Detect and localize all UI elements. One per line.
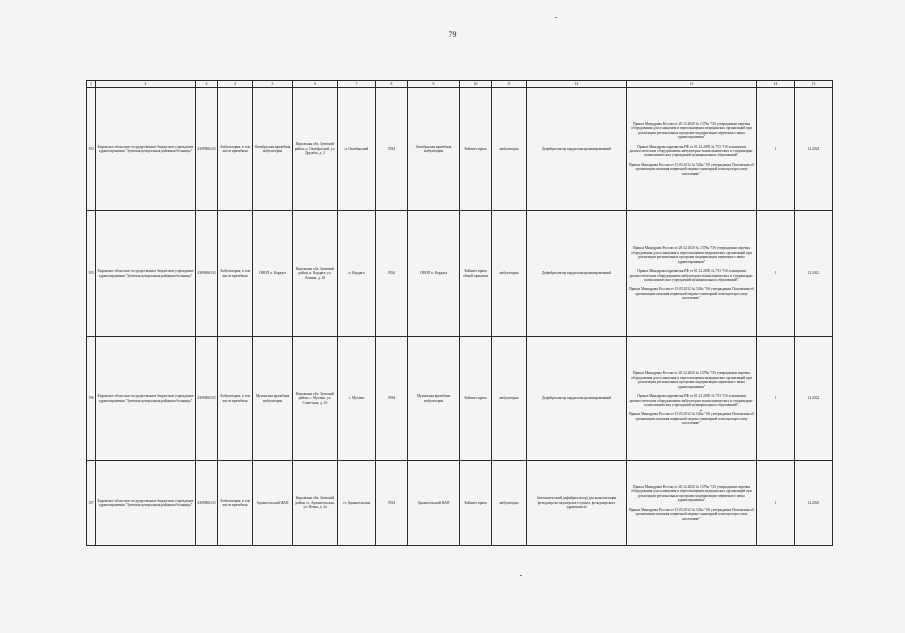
regulatory-basis-cell	[627, 337, 757, 461]
address-cell: Кировская обл, Зуевский район, п. Октябрьский, ул. Дружбы, д. 2	[293, 88, 338, 211]
structural-unit-cell: ОВОП п. Кордяга	[253, 211, 293, 337]
regulatory-basis-cell	[627, 461, 757, 546]
locality-cell: ст. Архангельская	[338, 461, 376, 546]
regulatory-basis-cell	[627, 211, 757, 337]
column-number-14: 14	[757, 81, 795, 88]
table-row	[87, 88, 833, 211]
regulation-entry: Приказ Минздравсоцразвития РФ от 01.12.2005 № 753 "Об оснащении диагностическим оборудованием амбулаторно-поликлинических и стационарно-поликлинических учреждений муниципальных образований".	[629, 269, 754, 282]
row-number-cell: 196	[87, 337, 96, 461]
row-number-cell: 195	[87, 211, 96, 337]
planned-date-cell: 12.2024	[795, 88, 833, 211]
structural-unit-cell: Архангельский ФАП	[253, 461, 293, 546]
table-row	[87, 337, 833, 461]
facility-name-cell: ОВОП п. Кордяга	[408, 211, 460, 337]
regulation-entry: Приказ Минздрава России от 15.05.2012 № 543н "Об утверждении Положения об организации оказания первичной медико-санитарной помощи взрослому населению"	[629, 162, 754, 176]
equipment-name-cell: Автоматический дефибриллятор (для комплектации фельдшерско-акушерского пункта, фельдшерского здравпункта)	[527, 461, 627, 546]
inn-code-cell: 4309006333	[196, 88, 218, 211]
address-cell: Кировская обл, Зуевский район, п. Кордяга, ул. Ленина, д. 20	[293, 211, 338, 337]
facility-type-cell: Амбулатория, в том числе врачебная	[218, 461, 253, 546]
row-number-cell: 197	[87, 461, 96, 546]
equipment-name-cell: Дефибриллятор кардиосинхронизированный	[527, 88, 627, 211]
room-name-cell: Кабинет врача	[460, 461, 492, 546]
inn-code-cell: 4309006333	[196, 211, 218, 337]
column-number-7: 7	[338, 81, 376, 88]
column-number-11: 11	[492, 81, 527, 88]
locality-cell: п. Кордяга	[338, 211, 376, 337]
facility-type-cell: Амбулатория, в том числе врачебная	[218, 88, 253, 211]
oktmo-code-cell: 9534	[376, 88, 408, 211]
row-number-cell: 194	[87, 88, 96, 211]
scan-speck	[555, 17, 557, 18]
facility-type-cell: Амбулатория, в том числе врачебная	[218, 211, 253, 337]
column-number-6: 6	[293, 81, 338, 88]
regulation-entry: Приказ Минздрава России от 15.05.2012 № 543н "Об утверждении Положения об организации оказания первичной медико-санитарной помощи взрослому населению"	[629, 287, 754, 301]
oktmo-code-cell: 9534	[376, 461, 408, 546]
oktmo-code-cell: 9534	[376, 211, 408, 337]
locality-cell: п. Октябрьский	[338, 88, 376, 211]
room-name-cell: Кабинет врача	[460, 337, 492, 461]
facility-name-cell: Октябрьская врачебная амбулатория	[408, 88, 460, 211]
table-row	[87, 211, 833, 337]
regulation-entry: Приказ Минздравсоцразвития РФ от 01.12.2005 № 753 "Об оснащении диагностическим оборудованием амбулаторно-поликлинических и стационарно-поликлинических учреждений муниципальных образований".	[629, 394, 754, 407]
structural-unit-cell: Мухинская врачебная амбулатория	[253, 337, 293, 461]
quantity-cell: 1	[757, 88, 795, 211]
care-profile-cell: амбулаторно	[492, 88, 527, 211]
organization-name-cell: Кировское областное государственное бюджетное учреждение здравоохранения "Зуевская центральная районная больница"	[96, 88, 196, 211]
equipment-name-cell: Дефибриллятор кардиосинхронизированный	[527, 211, 627, 337]
scan-speck	[700, 410, 702, 411]
organization-name-cell: Кировское областное государственное бюджетное учреждение здравоохранения "Зуевская центральная районная больница"	[96, 337, 196, 461]
scan-speck	[520, 575, 522, 576]
facility-name-cell: Архангельский ФАП	[408, 461, 460, 546]
column-number-5: 5	[253, 81, 293, 88]
quantity-cell: 1	[757, 337, 795, 461]
column-number-8: 8	[376, 81, 408, 88]
quantity-cell: 1	[757, 211, 795, 337]
regulation-entry: Приказ Минздрава России от 28.12.2020 № 1379н "Об утверждении перечня оборудования для оснащения и переоснащения медицинских организаций при реализации региональных программ модернизации первичного звена здравоохранения"	[631, 246, 752, 264]
column-number-12: 12	[527, 81, 627, 88]
column-number-15: 15	[795, 81, 833, 88]
equipment-table	[86, 80, 833, 546]
column-number-13: 13	[627, 81, 757, 88]
column-number-3: 3	[196, 81, 218, 88]
column-number-row	[87, 81, 833, 88]
room-name-cell: Кабинет врача	[460, 88, 492, 211]
planned-date-cell: 12.2021	[795, 211, 833, 337]
oktmo-code-cell: 9534	[376, 337, 408, 461]
planned-date-cell: 12.2025	[795, 461, 833, 546]
regulation-entry: Приказ Минздрава России от 15.05.2012 № 543н "Об утверждении Положения об организации оказания первичной медико-санитарной помощи взрослому населению"	[629, 507, 754, 521]
regulation-entry: Приказ Минздравсоцразвития РФ от 01.12.2005 № 753 "Об оснащении диагностическим оборудованием амбулаторно-поликлинических и стационарно-поликлинических учреждений муниципальных образований".	[629, 144, 754, 158]
organization-name-cell: Кировское областное государственное бюджетное учреждение здравоохранения "Зуевская центральная районная больница"	[96, 461, 196, 546]
locality-cell: с. Мухино	[338, 337, 376, 461]
equipment-name-cell: Дефибриллятор кардиосинхронизированный	[527, 337, 627, 461]
column-number-1: 1	[87, 81, 96, 88]
structural-unit-cell: Октябрьская врачебная амбулатория	[253, 88, 293, 211]
column-number-4: 4	[218, 81, 253, 88]
facility-type-cell: Амбулатория, в том числе врачебная	[218, 337, 253, 461]
facility-name-cell: Мухинская врачебная амбулатория	[408, 337, 460, 461]
regulation-entry: Приказ Минздрава России от 28.12.2020 № 1379н "Об утверждении перечня оборудования для оснащения и переоснащения медицинских организаций при реализации региональных программ модернизации первичного звена здравоохранения"	[631, 484, 752, 503]
column-number-10: 10	[460, 81, 492, 88]
regulation-entry: Приказ Минздрава России от 15.05.2012 № 543н "Об утверждении Положения об организации оказания первичной медико-санитарной помощи взрослому населению"	[629, 412, 754, 426]
quantity-cell: 1	[757, 461, 795, 546]
room-name-cell: Кабинет врача общей практики	[460, 211, 492, 337]
regulation-entry: Приказ Минздрава России от 28.12.2020 № 1379н "Об утверждении перечня оборудования для оснащения и переоснащения медицинских организаций при реализации региональных программ модернизации первичного звена здравоохранения"	[631, 121, 752, 140]
organization-name-cell: Кировское областное государственное бюджетное учреждение здравоохранения "Зуевская центральная районная больница"	[96, 211, 196, 337]
inn-code-cell: 4309006333	[196, 337, 218, 461]
column-number-2: 2	[96, 81, 196, 88]
page-number: 79	[448, 30, 457, 39]
regulation-entry: Приказ Минздрава России от 28.12.2020 № 1379н "Об утверждении перечня оборудования для оснащения и переоснащения медицинских организаций при реализации региональных программ модернизации первичного звена здравоохранения"	[631, 371, 752, 389]
care-profile-cell: амбулаторно	[492, 461, 527, 546]
table-row	[87, 461, 833, 546]
regulatory-basis-cell	[627, 88, 757, 211]
address-cell: Кировская обл, Зуевский район, с. Мухино, ул. Советская, д. 10	[293, 337, 338, 461]
address-cell: Кировская обл, Зуевский район, ст. Архангельская, ул. Новая, д. 2а	[293, 461, 338, 546]
column-number-9: 9	[408, 81, 460, 88]
care-profile-cell: амбулаторно	[492, 211, 527, 337]
planned-date-cell: 12.2022	[795, 337, 833, 461]
care-profile-cell: амбулаторно	[492, 337, 527, 461]
inn-code-cell: 4309006333	[196, 461, 218, 546]
